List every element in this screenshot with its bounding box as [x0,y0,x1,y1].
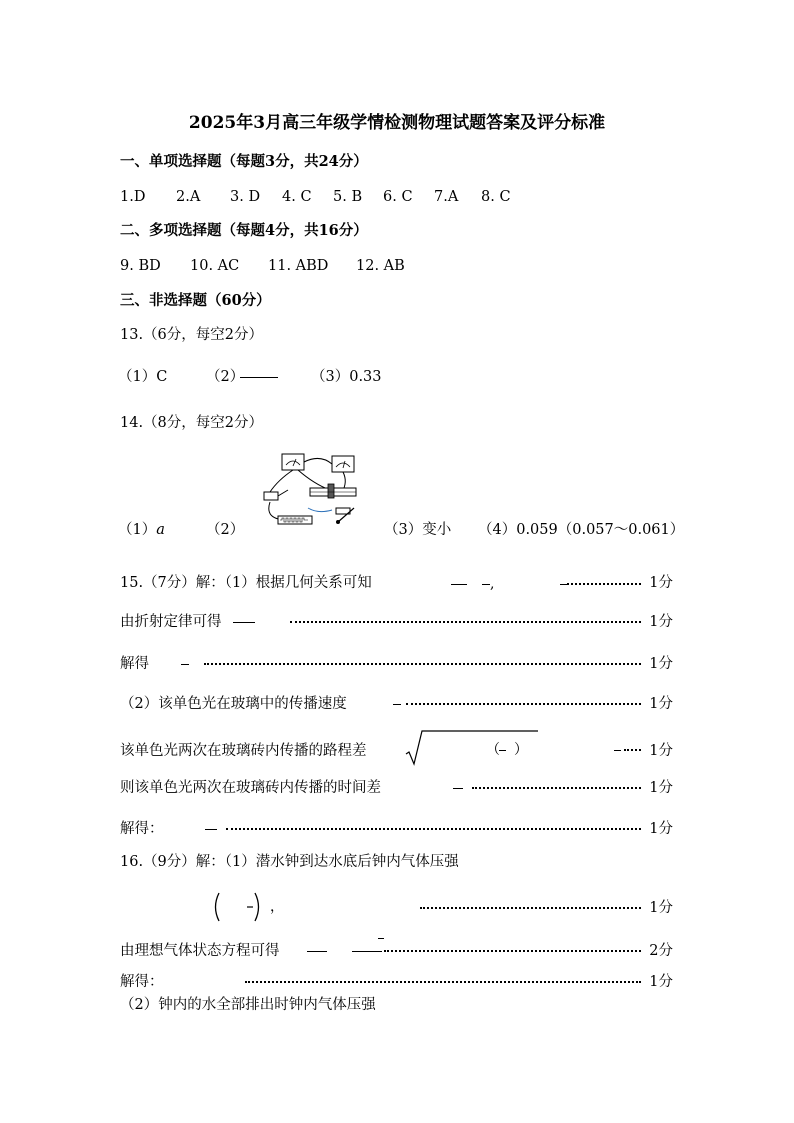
q15-l4-fraction [393,704,401,705]
q15-l5-fraction-b [614,750,621,751]
q14-answer-1: （1）a [118,522,165,538]
q16-line-1: 16.（9分）解：（1）潜水钟到达水底后钟内气体压强 [120,854,459,870]
q15-l4-leader [406,703,641,705]
q15-l1-fraction-2 [482,584,490,585]
q13-answer-1: （1）C [118,369,168,385]
answer-4: 4. C [282,189,312,205]
q13-fraction-bar [240,377,278,378]
q13-header: 13.（6分，每空2分） [120,327,264,343]
q16-line-4: 解得： [120,974,164,990]
answer-5: 5. B [333,189,363,205]
section2-heading: 二、多项选择题（每题4分，共16分） [120,222,368,239]
q15-score-7: 1分 [649,821,673,837]
answer-6: 6. C [383,189,413,205]
q16-l3-leader [384,950,641,952]
q15-l7-fraction [205,829,217,830]
q15-line-6: 则该单色光两次在玻璃砖内传播的时间差 [120,780,381,796]
q15-score-5: 1分 [649,743,673,759]
answer-9: 9. BD [120,258,161,274]
q15-line-2: 由折射定律可得 [120,614,222,630]
q15-line-7: 解得： [120,821,164,837]
page-title: 2025年3月高三年级学情检测物理试题答案及评分标准 [188,113,606,133]
q14-answer-2: （2） [206,522,245,538]
q15-line-4: （2）该单色光在玻璃中的传播速度 [120,696,347,712]
answer-8: 8. C [481,189,511,205]
q15-l7-leader [226,828,641,830]
q15-l2-leader [290,621,641,623]
q16-l3-fraction-1 [307,951,327,952]
q15-l5-leader [624,749,641,751]
q16-line-5: （2）钟内的水全部排出时钟内气体压强 [120,997,376,1013]
q15-line-5: 该单色光两次在玻璃砖内传播的路程差 [120,743,367,759]
section3-heading: 三、非选择题（60分） [120,292,271,309]
q15-l5-paren-close: ） [514,742,528,758]
q15-l2-fraction [233,622,255,623]
answer-7: 7.A [434,189,459,205]
q15-line-1: 15.（7分）解：（1）根据几何关系可知 [120,575,372,591]
q16-l3-fraction-3 [378,938,384,939]
q15-l5-fraction-a [499,750,506,751]
q15-l5-paren-open: （ [486,742,500,758]
q16-l2-leader [420,907,641,909]
q16-score-3: 1分 [649,974,673,990]
circuit-diagram-image [258,450,362,530]
answer-10: 10. AC [190,258,240,274]
q15-score-2: 1分 [649,614,673,630]
q15-line-3: 解得 [120,656,149,672]
q13-answer-2: （2） [206,369,245,385]
q13-answer-3: （3）0.33 [311,369,382,385]
q15-l1-comma: , [490,576,495,592]
answer-11: 11. ABD [268,258,329,274]
q16-parentheses [210,890,270,924]
q15-l6-fraction [453,788,463,789]
q16-l4-leader [245,981,641,983]
q16-l3-fraction-2 [352,951,382,952]
q14-answer-3: （3）变小 [384,522,452,538]
q16-score-1: 1分 [649,900,673,916]
q15-l3-fraction [181,664,189,665]
answer-12: 12. AB [356,258,405,274]
answer-3: 3. D [230,189,261,205]
q14-header: 14.（8分，每空2分） [120,415,264,431]
q15-score-1: 1分 [649,575,673,591]
q16-l2-comma: ， [270,899,284,915]
q15-l1-fraction-3 [560,584,567,585]
q15-l1-fraction-1 [451,584,467,585]
q15-score-4: 1分 [649,696,673,712]
q15-l3-leader [204,663,641,665]
q16-score-2: 2分 [649,943,673,959]
q16-line-3: 由理想气体状态方程可得 [120,943,280,959]
answer-1: 1.D [120,189,146,205]
answer-2: 2.A [176,189,201,205]
q15-l1-leader [567,583,641,585]
q14-answer-4: （4）0.059（0.057～0.061） [478,522,685,538]
q14-answer-1-var: a [156,522,165,538]
section1-heading: 一、单项选择题（每题3分，共24分） [120,153,368,170]
q15-score-6: 1分 [649,780,673,796]
q15-score-3: 1分 [649,656,673,672]
q15-l6-leader [472,787,641,789]
